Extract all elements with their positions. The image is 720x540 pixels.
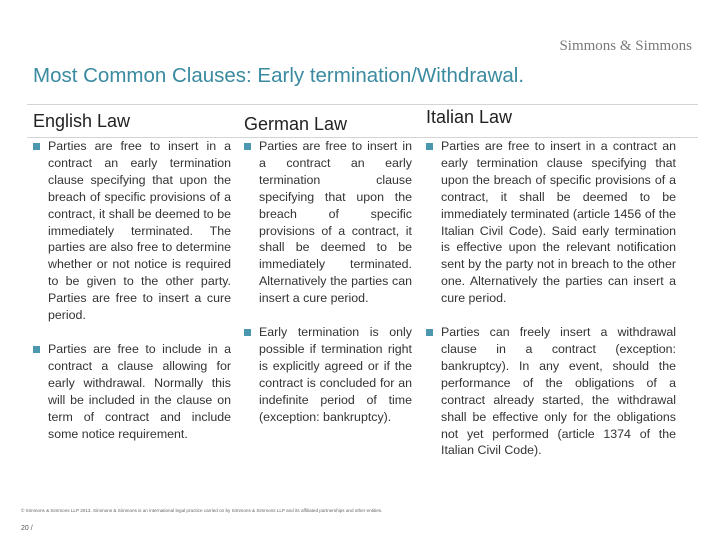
square-bullet-icon [426,329,433,336]
bullet-text: Parties are free to insert in a contract an early termination clause specifying that upon the breach of specific provisions of a contract, it shall be deemed to be immediately terminated. The parties are also free to determine whether or not notice is required to be given to the other party. Parties are free to insert a cure period. [48,139,231,323]
column-italian-law [426,108,676,459]
bullet-text: Parties are free to insert in a contract an early termination clause specifying that upon the breach of specific provisions of a contract, it shall be deemed to be immediately terminated (article 1456 of the Italian Civil Code). Said early termination is effective upon the relevant notification sent by the party not in breach to the other one. Alternatively the parties can insert a cure period. [441,139,676,306]
bullet-text: Early termination is only possible if termination right is explicitly agreed or if the contract is concluded for an indefinite period of time (exception: bankruptcy). [259,325,412,424]
bullet-item [426,324,676,459]
square-bullet-icon [244,329,251,336]
square-bullet-icon [33,346,40,353]
column-heading-english-law: English Law [33,111,131,131]
bullet-item [426,138,676,307]
brand-logo: Simmons & Simmons [559,38,692,54]
bullet-text: Parties can freely insert a withdrawal clause in a contract (exception: bankruptcy). In any event, should the performance of the obligations of a contract already started, the withdrawal shall be effective only for the obligations not yet performed (article 1374 of the Italian Civil Code). [441,325,676,458]
bullet-item [244,324,412,425]
slide-title: Most Common Clauses: Early termination/Withdrawal. [33,64,525,87]
bullet-item [244,138,412,307]
page-number: 20 / [21,525,33,532]
copyright-note: © Simmons & Simmons LLP 2013. Simmons & Simmons is an international legal practice carried on by Simmons & Simmons LLP and its affiliated partnerships and other entities. [21,508,383,513]
square-bullet-icon [426,143,433,150]
bullet-item [33,138,231,324]
bullet-text: Parties are free to insert in a contract an early termination clause specifying that upon the breach of specific provisions of a contract, it shall be deemed to be immediately terminated. Alternatively the parties can insert a cure period. [259,139,412,306]
column-heading-german-law: German Law [244,114,348,134]
square-bullet-icon [33,143,40,150]
bullet-text: Parties are free to include in a contract a clause allowing for early withdrawal. Normally this will be included in the clause on term of contract and include some notice requirement. [48,341,231,441]
column-german-law [244,108,412,426]
square-bullet-icon [244,143,251,150]
column-english-law [33,108,231,442]
column-heading-italian-law: Italian Law [426,107,513,127]
bullet-item [33,341,231,442]
